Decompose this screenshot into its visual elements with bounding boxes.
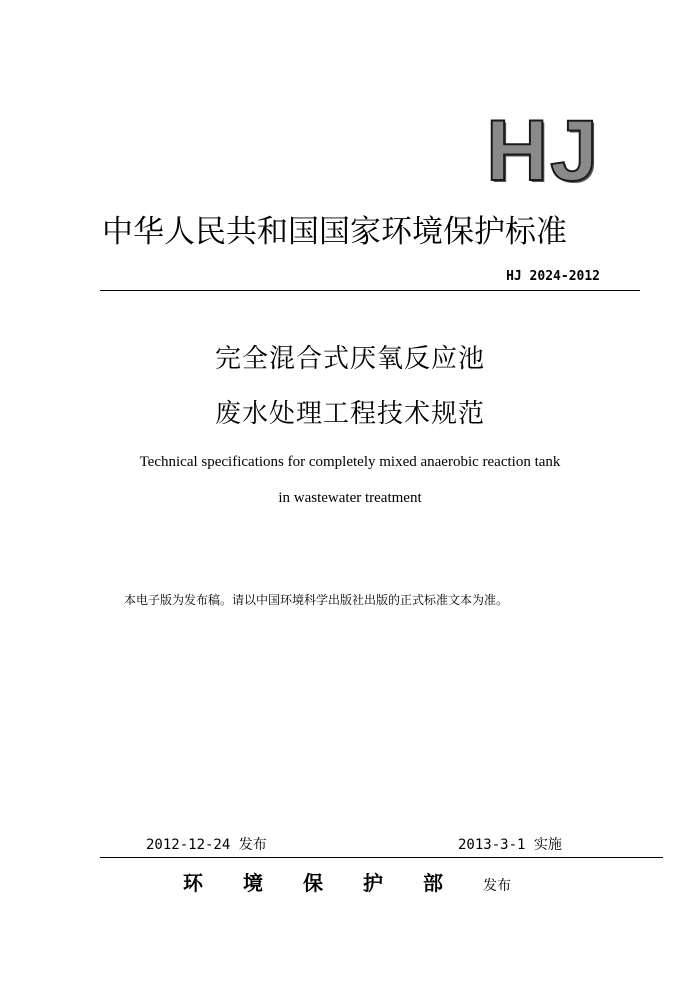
electronic-version-notice: 本电子版为发布稿。请以中国环境科学出版社出版的正式标准文本为准。: [124, 593, 509, 607]
national-standard-title: 中华人民共和国国家环境保护标准: [102, 214, 567, 250]
standard-number: HJ 2024-2012: [506, 269, 600, 284]
ministry-char: 护: [363, 871, 383, 895]
issuing-ministry: [183, 869, 511, 900]
chinese-title-line-1: 完全混合式厌氧反应池: [214, 344, 485, 374]
hj-logo: HJ: [486, 103, 600, 199]
implementation-date: 2013-3-1 实施: [458, 837, 562, 853]
issue-date: 2012-12-24 发布: [146, 837, 267, 853]
top-divider: [100, 290, 640, 291]
english-title-line-1: Technical specifications for completely mixed anaerobic reaction tank: [139, 454, 561, 470]
bottom-divider: [100, 857, 663, 858]
ministry-char: 境: [243, 871, 263, 895]
ministry-char: 环: [183, 871, 203, 895]
ministry-char: 部: [423, 871, 443, 895]
ministry-char: 保: [303, 871, 323, 895]
chinese-title-line-2: 废水处理工程技术规范: [214, 399, 485, 429]
issued-label: 发布: [483, 878, 511, 894]
english-title-line-2: in wastewater treatment: [278, 490, 422, 506]
